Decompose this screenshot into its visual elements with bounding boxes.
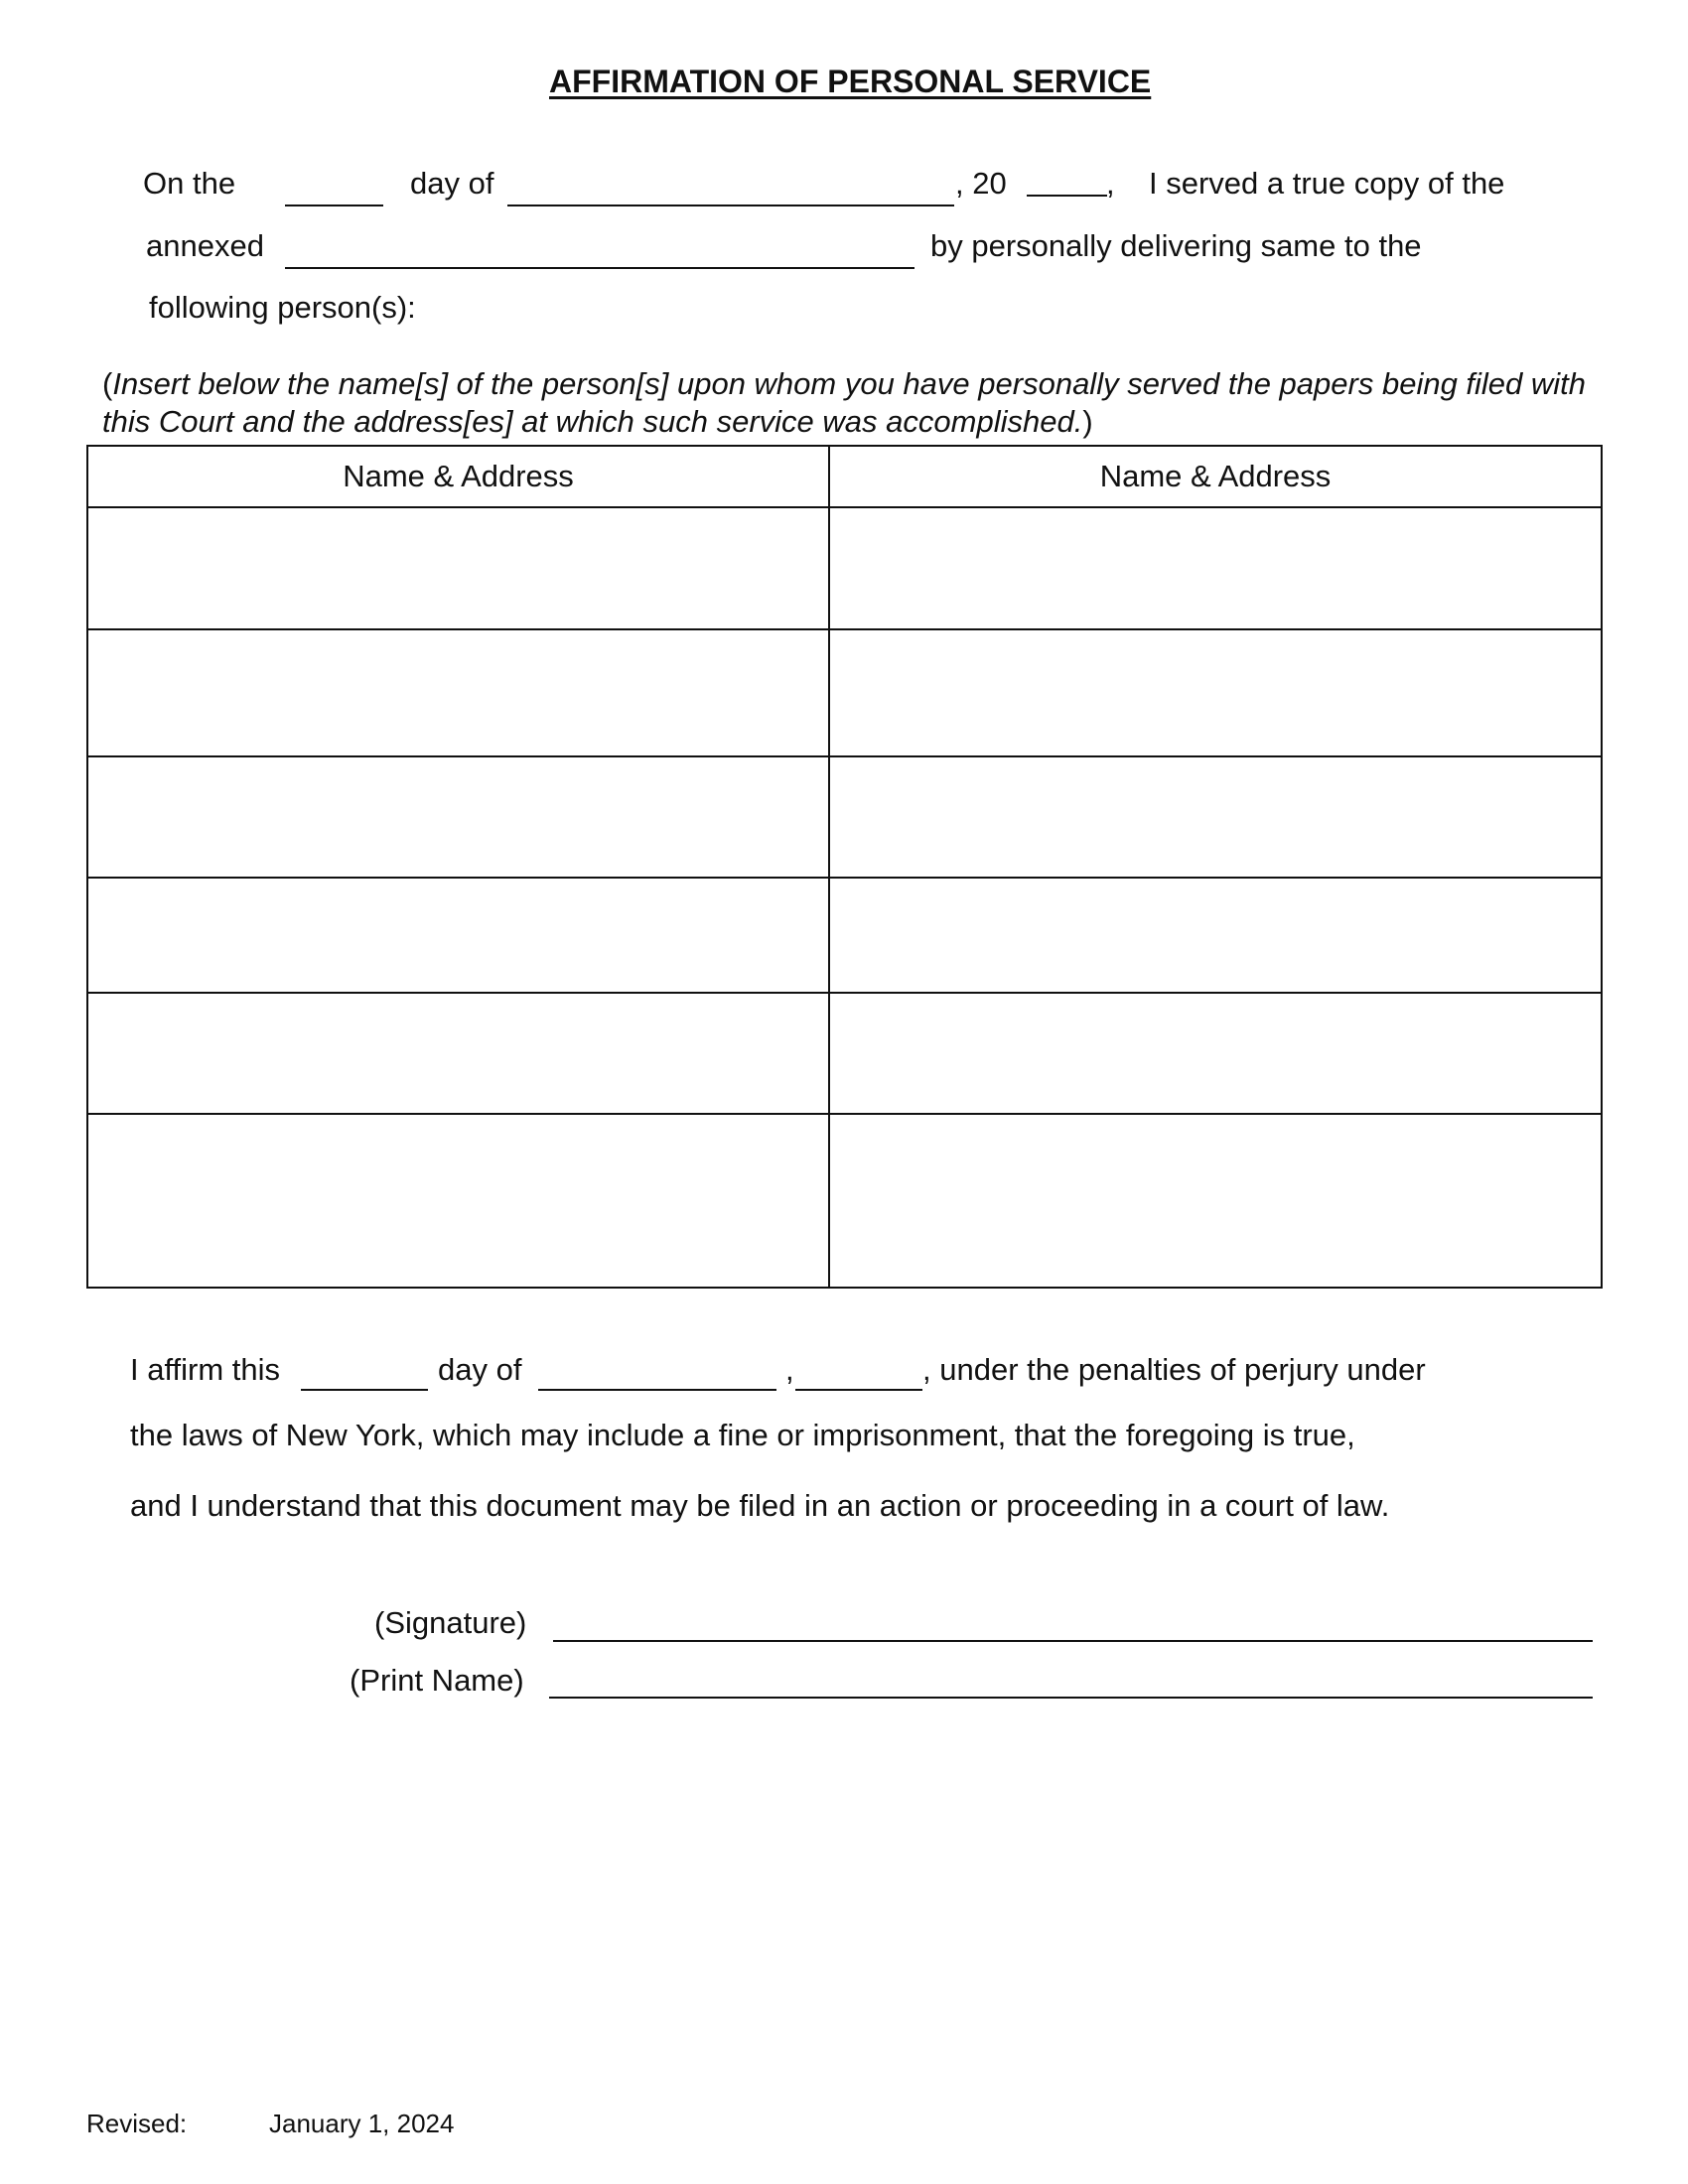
revised-date: January 1, 2024 — [269, 2109, 455, 2138]
column-header: Name & Address — [829, 446, 1602, 507]
table-cell[interactable] — [87, 1114, 829, 1288]
revised-label: Revised: — [86, 2109, 188, 2138]
on-the-label: On the — [143, 166, 236, 201]
service-day-field[interactable] — [285, 205, 383, 206]
affirm-day-of-label: day of — [438, 1352, 522, 1387]
table-cell[interactable] — [87, 756, 829, 878]
table-cell[interactable] — [87, 629, 829, 756]
affirmation-line-3: and I understand that this document may be filed in an action or proceeding in a court of law. — [130, 1488, 1390, 1523]
instruction-close-paren: ) — [1082, 404, 1093, 439]
print-name-label: (Print Name) — [350, 1663, 524, 1698]
page-title: AFFIRMATION OF PERSONAL SERVICE — [549, 64, 1152, 99]
penalties-label: , under the penalties of perjury under — [922, 1352, 1426, 1387]
delivering-label: by personally delivering same to the — [930, 228, 1422, 263]
table-cell[interactable] — [829, 993, 1602, 1114]
service-month-field[interactable] — [507, 205, 954, 206]
service-table — [86, 445, 1603, 1289]
following-persons-label: following person(s): — [149, 290, 416, 325]
affirm-label: I affirm this — [130, 1352, 281, 1387]
affirm-year-field[interactable] — [795, 1389, 922, 1391]
table-header-row — [87, 446, 1602, 507]
table-cell[interactable] — [829, 1114, 1602, 1288]
table-row — [87, 629, 1602, 756]
signature-field[interactable] — [553, 1640, 1593, 1642]
table-row — [87, 993, 1602, 1114]
affirm-month-field[interactable] — [538, 1389, 776, 1391]
column-header: Name & Address — [87, 446, 829, 507]
day-of-label: day of — [410, 166, 494, 201]
annexed-label: annexed — [146, 228, 264, 263]
table-cell[interactable] — [829, 507, 1602, 629]
table-cell[interactable] — [829, 878, 1602, 993]
affirm-day-field[interactable] — [301, 1389, 428, 1391]
table-cell[interactable] — [87, 507, 829, 629]
table-cell[interactable] — [87, 878, 829, 993]
instruction-body: Insert below the name[s] of the person[s] upon whom you have personally served the papers being filed with this Court and the address[es] at which such service was accomplished. — [102, 366, 1587, 439]
table-cell[interactable] — [829, 629, 1602, 756]
table-row — [87, 878, 1602, 993]
annexed-document-field[interactable] — [285, 267, 914, 269]
table-cell[interactable] — [87, 993, 829, 1114]
table-cell[interactable] — [829, 756, 1602, 878]
table-row — [87, 1114, 1602, 1288]
affirmation-line-2: the laws of New York, which may include a fine or imprisonment, that the foregoing is true, — [130, 1418, 1355, 1452]
year-prefix-label: , 20 — [955, 166, 1007, 201]
instruction-text — [102, 365, 1592, 441]
table-row — [87, 756, 1602, 878]
affirm-comma: , — [785, 1352, 794, 1387]
print-name-field[interactable] — [549, 1697, 1593, 1699]
table-row — [87, 507, 1602, 629]
instruction-open-paren: ( — [102, 366, 113, 401]
service-year-field[interactable] — [1027, 195, 1107, 197]
served-copy-label: I served a true copy of the — [1149, 166, 1505, 201]
signature-label: (Signature) — [374, 1605, 527, 1640]
year-comma: , — [1106, 166, 1115, 201]
